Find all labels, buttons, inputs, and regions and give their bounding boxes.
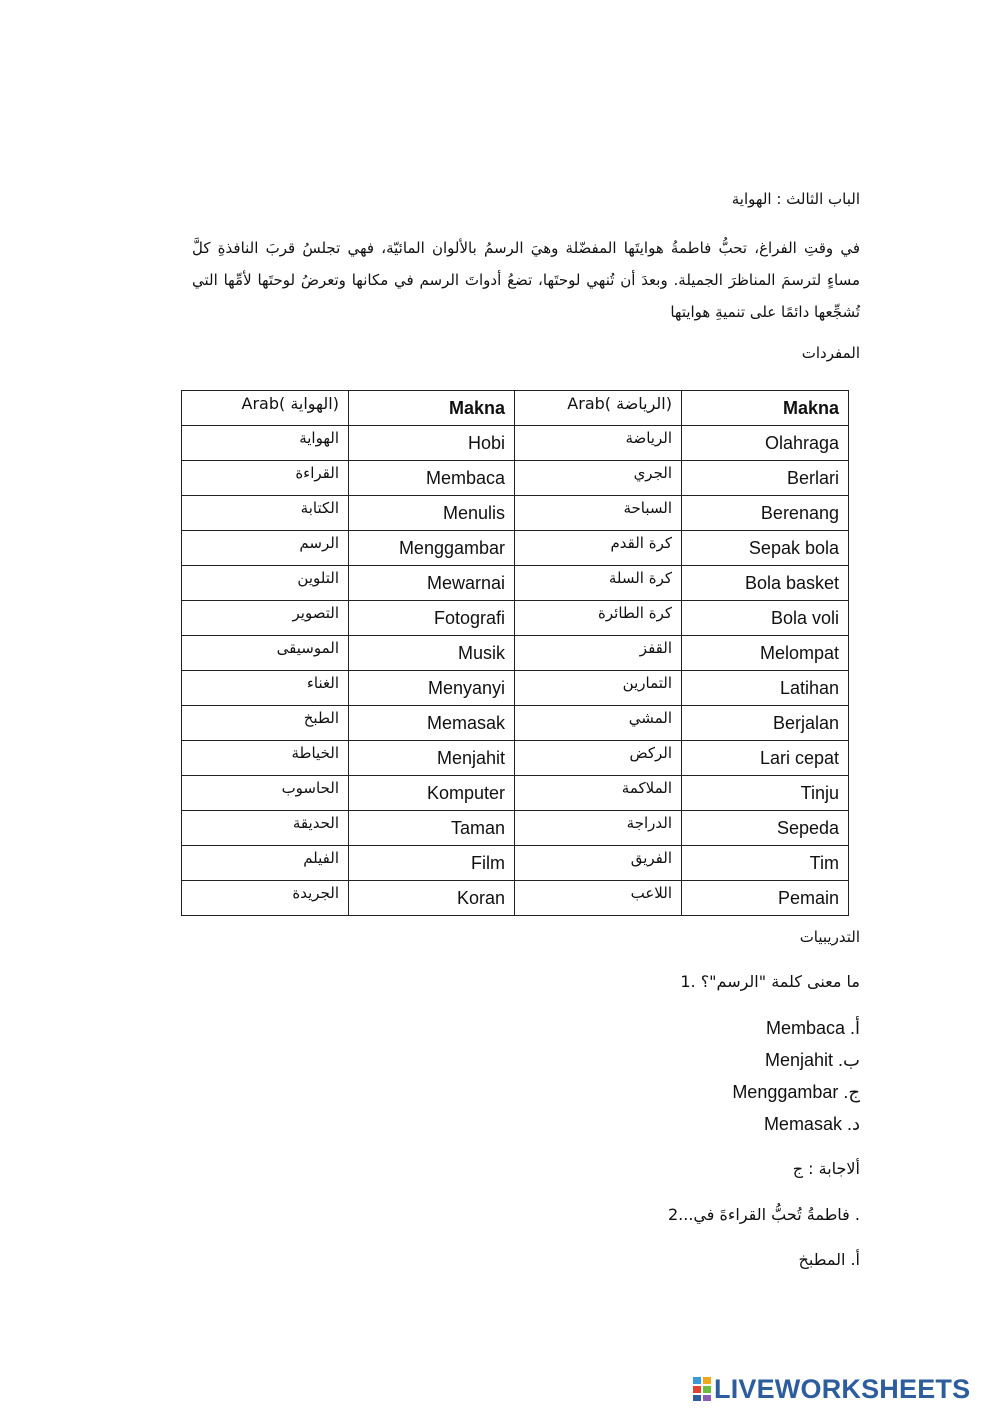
cell-arab-hobi: الكتابة (182, 496, 349, 531)
cell-arab-sport: الرياضة (515, 426, 682, 461)
cell-arab-hobi: الطبخ (182, 706, 349, 741)
q1-option-b[interactable]: ب. Menjahit (765, 1050, 860, 1070)
table-row (182, 706, 849, 741)
question-1: ما معنى كلمة "الرسم"؟ .1 (680, 972, 860, 991)
cell-makna-hobi: Membaca (349, 461, 515, 496)
cell-makna-sport: Tim (682, 846, 849, 881)
table-row (182, 426, 849, 461)
vocabulary-heading: المفردات (801, 344, 860, 362)
cell-arab-hobi: الحاسوب (182, 776, 349, 811)
cell-arab-hobi: الجريدة (182, 881, 349, 916)
cell-makna-sport: Tinju (682, 776, 849, 811)
table-row (182, 741, 849, 776)
cell-makna-sport: Bola voli (682, 601, 849, 636)
table-row (182, 671, 849, 706)
cell-makna-hobi: Film (349, 846, 515, 881)
cell-arab-hobi: الفيلم (182, 846, 349, 881)
cell-arab-hobi: الغناء (182, 671, 349, 706)
cell-arab-sport: التمارين (515, 671, 682, 706)
cell-arab-hobi: التلوين (182, 566, 349, 601)
vocabulary-table (181, 390, 849, 916)
reading-paragraph: في وقتِ الفراغ، تحبُّ فاطمةُ هوايتَها المفضّلة وهيَ الرسمُ بالألوان المائيّة، فهي تجلسُ قربَ النافذةِ كلَّ مساءٍ لترسمَ المناظرَ الجميلة. وبعدَ أن تُنهي لوحتَها، تضعُ أدواتَ الرسم في مكانها وتعرضُ لوحتَها لأمِّها التي تُشجِّعها دائمًا على تنميةِ هوايتها (192, 239, 860, 321)
answer-1: ألاجابة : ج (792, 1159, 860, 1178)
cell-makna-sport: Sepak bola (682, 531, 849, 566)
cell-makna-hobi: Menyanyi (349, 671, 515, 706)
cell-makna-sport: Berenang (682, 496, 849, 531)
cell-makna-sport: Melompat (682, 636, 849, 671)
cell-makna-sport: Latihan (682, 671, 849, 706)
cell-arab-sport: كرة القدم (515, 531, 682, 566)
cell-makna-hobi: Menjahit (349, 741, 515, 776)
table-row (182, 496, 849, 531)
cell-makna-sport: Bola basket (682, 566, 849, 601)
cell-makna-hobi: Mewarnai (349, 566, 515, 601)
header-arab-sport: Arab( الرياضة) (515, 391, 682, 426)
cell-makna-hobi: Fotografi (349, 601, 515, 636)
q1-option-c[interactable]: ج. Menggambar (732, 1082, 860, 1102)
cell-arab-hobi: الخياطة (182, 741, 349, 776)
cell-arab-hobi: التصوير (182, 601, 349, 636)
q1-option-d[interactable]: د. Memasak (763, 1114, 860, 1134)
header-makna-sport: Makna (682, 391, 849, 426)
table-row (182, 566, 849, 601)
q2-option-a[interactable]: أ. المطبخ (798, 1250, 860, 1269)
cell-makna-sport: Lari cepat (682, 741, 849, 776)
cell-arab-hobi: الحديقة (182, 811, 349, 846)
cell-makna-hobi: Taman (349, 811, 515, 846)
cell-makna-hobi: Menulis (349, 496, 515, 531)
exercise-heading: التدريبيات (799, 928, 860, 946)
cell-arab-sport: الجري (515, 461, 682, 496)
cell-arab-sport: الركض (515, 741, 682, 776)
cell-makna-hobi: Komputer (349, 776, 515, 811)
cell-arab-hobi: القراءة (182, 461, 349, 496)
chapter-title: الباب الثالث : الهواية (731, 190, 860, 208)
table-row (182, 846, 849, 881)
logo-text: LIVEWORKSHEETS (714, 1373, 971, 1404)
cell-arab-sport: السباحة (515, 496, 682, 531)
header-arab-hobi: Arab( الهواية) (182, 391, 349, 426)
table-row (182, 461, 849, 496)
cell-arab-hobi: الرسم (182, 531, 349, 566)
table-row (182, 811, 849, 846)
q1-option-a[interactable]: أ. Membaca (765, 1018, 860, 1038)
cell-makna-sport: Pemain (682, 881, 849, 916)
liveworksheets-logo (692, 1374, 970, 1404)
table-row (182, 601, 849, 636)
cell-arab-sport: الفريق (515, 846, 682, 881)
cell-arab-sport: اللاعب (515, 881, 682, 916)
cell-makna-sport: Olahraga (682, 426, 849, 461)
logo-mark-icon (692, 1376, 712, 1402)
table-row (182, 881, 849, 916)
cell-arab-sport: الملاكمة (515, 776, 682, 811)
cell-arab-sport: القفز (515, 636, 682, 671)
question-2: . فاطمةُ تُحبُّ القراءةَ في...2 (667, 1205, 860, 1224)
cell-makna-hobi: Menggambar (349, 531, 515, 566)
table-row (182, 636, 849, 671)
table-row (182, 531, 849, 566)
cell-makna-hobi: Hobi (349, 426, 515, 461)
cell-makna-hobi: Musik (349, 636, 515, 671)
table-header-row (182, 391, 849, 426)
cell-arab-sport: كرة الطائرة (515, 601, 682, 636)
table-row (182, 776, 849, 811)
cell-makna-sport: Berjalan (682, 706, 849, 741)
header-makna-hobi: Makna (349, 391, 515, 426)
cell-arab-sport: المشي (515, 706, 682, 741)
cell-arab-hobi: الهواية (182, 426, 349, 461)
cell-arab-sport: كرة السلة (515, 566, 682, 601)
cell-makna-hobi: Koran (349, 881, 515, 916)
cell-makna-hobi: Memasak (349, 706, 515, 741)
cell-arab-sport: الدراجة (515, 811, 682, 846)
cell-makna-sport: Sepeda (682, 811, 849, 846)
cell-makna-sport: Berlari (682, 461, 849, 496)
cell-arab-hobi: الموسيقى (182, 636, 349, 671)
